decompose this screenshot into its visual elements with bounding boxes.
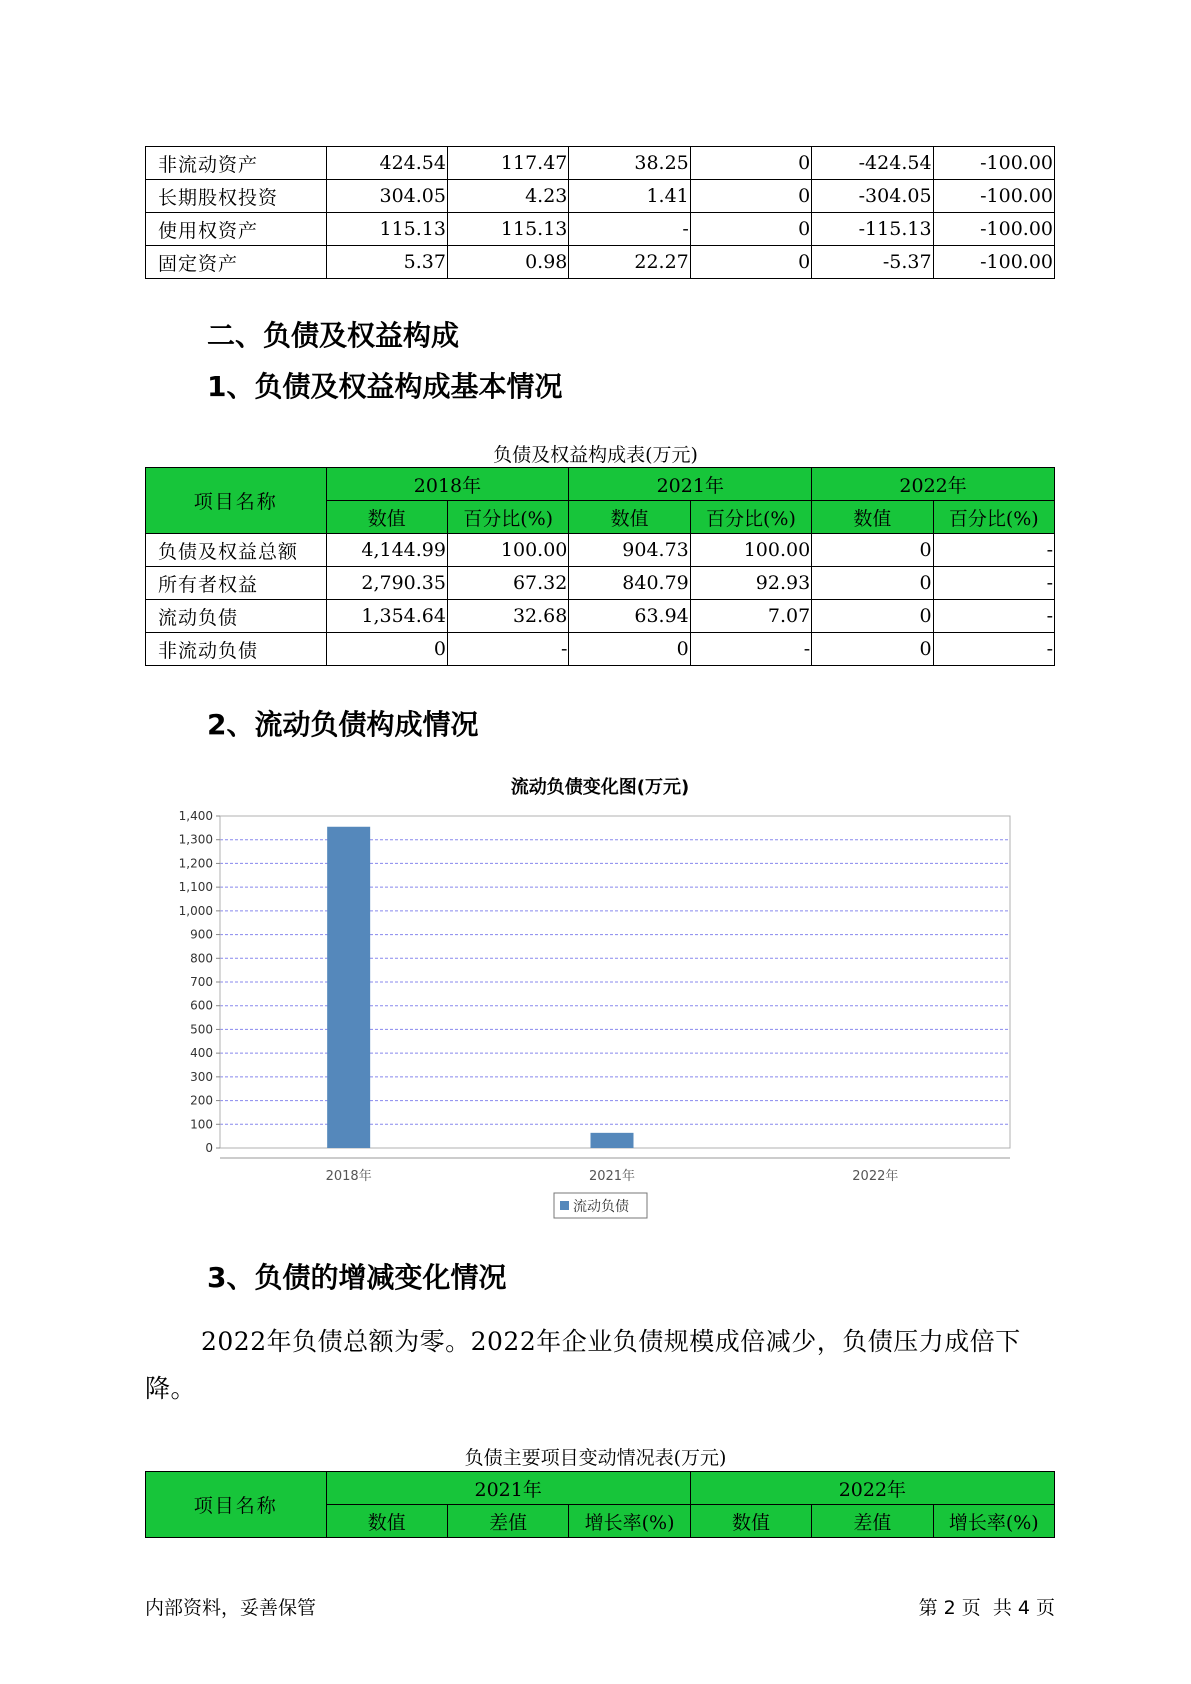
y-tick-label: 1,000 bbox=[178, 903, 213, 918]
table1-name-header: 项目名称 bbox=[146, 468, 327, 534]
table1-cell: 2,790.35 bbox=[326, 567, 447, 600]
asset-table-cell: 117.47 bbox=[447, 147, 568, 180]
table1-row bbox=[146, 600, 1055, 633]
bar bbox=[327, 827, 370, 1148]
asset-table bbox=[145, 146, 1055, 279]
y-tick-label: 1,200 bbox=[178, 856, 213, 871]
asset-table-row bbox=[146, 147, 1055, 180]
table1-cell: 63.94 bbox=[569, 600, 690, 633]
asset-table-cell: 1.41 bbox=[569, 180, 690, 213]
table1-cell: 1,354.64 bbox=[326, 600, 447, 633]
table1-cell: - bbox=[933, 567, 1054, 600]
table1-row bbox=[146, 567, 1055, 600]
liability-equity-table bbox=[145, 467, 1055, 666]
table1-sub-header: 数值 bbox=[326, 501, 447, 534]
table1-cell: 92.93 bbox=[690, 567, 811, 600]
y-tick-label: 700 bbox=[190, 975, 213, 989]
y-tick-label: 200 bbox=[190, 1093, 213, 1108]
y-tick-label: 400 bbox=[190, 1046, 213, 1061]
table2-year-header: 2022年 bbox=[690, 1472, 1054, 1505]
footer-page-number: 第 2 页 共 4 页 bbox=[918, 1597, 1055, 1619]
table2-sub-header: 差值 bbox=[812, 1505, 933, 1538]
table1-sub-header: 数值 bbox=[569, 501, 690, 534]
x-tick-label: 2018年 bbox=[325, 1169, 372, 1184]
table2-sub-header: 差值 bbox=[447, 1505, 568, 1538]
table1-year-header: 2021年 bbox=[569, 468, 812, 501]
table1-year-header: 2022年 bbox=[812, 468, 1055, 501]
asset-table-row-name: 固定资产 bbox=[146, 246, 327, 279]
asset-table-cell: 22.27 bbox=[569, 246, 690, 279]
asset-table-row-name: 使用权资产 bbox=[146, 213, 327, 246]
sub-heading-3: 3、负债的增减变化情况 bbox=[207, 1261, 507, 1294]
table1-cell: 0 bbox=[569, 633, 690, 666]
asset-table-cell: 424.54 bbox=[326, 147, 447, 180]
table1-row-name: 流动负债 bbox=[146, 600, 327, 633]
table1-caption: 负债及权益构成表(万元) bbox=[493, 444, 698, 466]
chart-legend bbox=[554, 1193, 647, 1218]
table1-row bbox=[146, 633, 1055, 666]
table1-sub-header: 百分比(%) bbox=[447, 501, 568, 534]
table1-cell: 7.07 bbox=[690, 600, 811, 633]
asset-table-cell: -100.00 bbox=[933, 147, 1054, 180]
asset-table-cell: 0 bbox=[690, 246, 811, 279]
section-heading: 二、负债及权益构成 bbox=[207, 319, 460, 352]
asset-table-cell: 38.25 bbox=[569, 147, 690, 180]
bar bbox=[591, 1133, 634, 1148]
table1-cell: 0 bbox=[326, 633, 447, 666]
table2-year-header: 2021年 bbox=[326, 1472, 690, 1505]
table2-name-header: 项目名称 bbox=[146, 1472, 327, 1538]
asset-table-cell: 0 bbox=[690, 147, 811, 180]
asset-table-cell: 304.05 bbox=[326, 180, 447, 213]
table1-cell: 0 bbox=[812, 534, 933, 567]
y-tick-label: 1,300 bbox=[178, 832, 213, 847]
table1-cell: 0 bbox=[812, 600, 933, 633]
asset-table-row-name: 长期股权投资 bbox=[146, 180, 327, 213]
table1-row-name: 所有者权益 bbox=[146, 567, 327, 600]
x-tick-label: 2022年 bbox=[852, 1169, 899, 1184]
asset-table-cell: -304.05 bbox=[812, 180, 933, 213]
table1-cell: - bbox=[933, 633, 1054, 666]
table1-cell: 32.68 bbox=[447, 600, 568, 633]
asset-table-row bbox=[146, 180, 1055, 213]
asset-table-cell: 115.13 bbox=[326, 213, 447, 246]
legend-label: 流动负债 bbox=[573, 1199, 629, 1215]
asset-table-cell: -115.13 bbox=[812, 213, 933, 246]
table1-row-name: 负债及权益总额 bbox=[146, 534, 327, 567]
y-tick-label: 100 bbox=[190, 1117, 213, 1132]
asset-table-row-name: 非流动资产 bbox=[146, 147, 327, 180]
asset-table-cell: - bbox=[569, 213, 690, 246]
asset-table-cell: 115.13 bbox=[447, 213, 568, 246]
table1-cell: 67.32 bbox=[447, 567, 568, 600]
y-tick-label: 900 bbox=[190, 927, 213, 942]
table1-cell: 4,144.99 bbox=[326, 534, 447, 567]
asset-table-cell: 5.37 bbox=[326, 246, 447, 279]
table1-sub-header: 百分比(%) bbox=[690, 501, 811, 534]
table1-cell: - bbox=[933, 600, 1054, 633]
asset-table-cell: -100.00 bbox=[933, 246, 1054, 279]
analysis-paragraph: 2022年负债总额为零。2022年企业负债规模成倍减少，负债压力成倍下降。 bbox=[145, 1327, 1021, 1403]
y-tick-label: 600 bbox=[190, 998, 213, 1013]
y-tick-label: 500 bbox=[190, 1022, 213, 1037]
asset-table-row bbox=[146, 213, 1055, 246]
asset-table-cell: 4.23 bbox=[447, 180, 568, 213]
table1-cell: 840.79 bbox=[569, 567, 690, 600]
table1-cell: 100.00 bbox=[690, 534, 811, 567]
table1-cell: - bbox=[933, 534, 1054, 567]
y-tick-label: 300 bbox=[190, 1069, 213, 1084]
table2-sub-header: 增长率(%) bbox=[933, 1505, 1054, 1538]
table1-row bbox=[146, 534, 1055, 567]
legend-swatch bbox=[560, 1201, 569, 1210]
asset-table-cell: -424.54 bbox=[812, 147, 933, 180]
liability-change-table bbox=[145, 1471, 1055, 1538]
table1-cell: 0 bbox=[812, 567, 933, 600]
table1-year-header: 2018年 bbox=[326, 468, 569, 501]
asset-table-row bbox=[146, 246, 1055, 279]
asset-table-cell: 0 bbox=[690, 213, 811, 246]
x-tick-label: 2021年 bbox=[588, 1169, 636, 1184]
table1-sub-header: 百分比(%) bbox=[933, 501, 1054, 534]
asset-table-cell: -100.00 bbox=[933, 213, 1054, 246]
table1-row-name: 非流动负债 bbox=[146, 633, 327, 666]
table1-cell: 100.00 bbox=[447, 534, 568, 567]
table1-cell: - bbox=[447, 633, 568, 666]
y-tick-label: 1,100 bbox=[178, 880, 213, 895]
asset-table-cell: 0.98 bbox=[447, 246, 568, 279]
table2-sub-header: 数值 bbox=[690, 1505, 811, 1538]
y-tick-label: 800 bbox=[190, 951, 213, 966]
chart-title: 流动负债变化图(万元) bbox=[510, 777, 690, 798]
asset-table-cell: 0 bbox=[690, 180, 811, 213]
table1-cell: 904.73 bbox=[569, 534, 690, 567]
footer-left: 内部资料，妥善保管 bbox=[145, 1597, 317, 1619]
table2-sub-header: 增长率(%) bbox=[569, 1505, 690, 1538]
y-tick-label: 1,400 bbox=[178, 809, 213, 823]
table1-cell: - bbox=[690, 633, 811, 666]
asset-table-cell: -5.37 bbox=[812, 246, 933, 279]
table2-caption: 负债主要项目变动情况表(万元) bbox=[464, 1447, 727, 1469]
sub-heading-2: 2、流动负债构成情况 bbox=[207, 708, 479, 741]
y-tick-label: 0 bbox=[205, 1141, 213, 1155]
table2-sub-header: 数值 bbox=[326, 1505, 447, 1538]
current-liability-chart bbox=[145, 768, 1055, 1220]
asset-table-cell: -100.00 bbox=[933, 180, 1054, 213]
sub-heading-1: 1、负债及权益构成基本情况 bbox=[207, 370, 563, 403]
table1-cell: 0 bbox=[812, 633, 933, 666]
table1-sub-header: 数值 bbox=[812, 501, 933, 534]
